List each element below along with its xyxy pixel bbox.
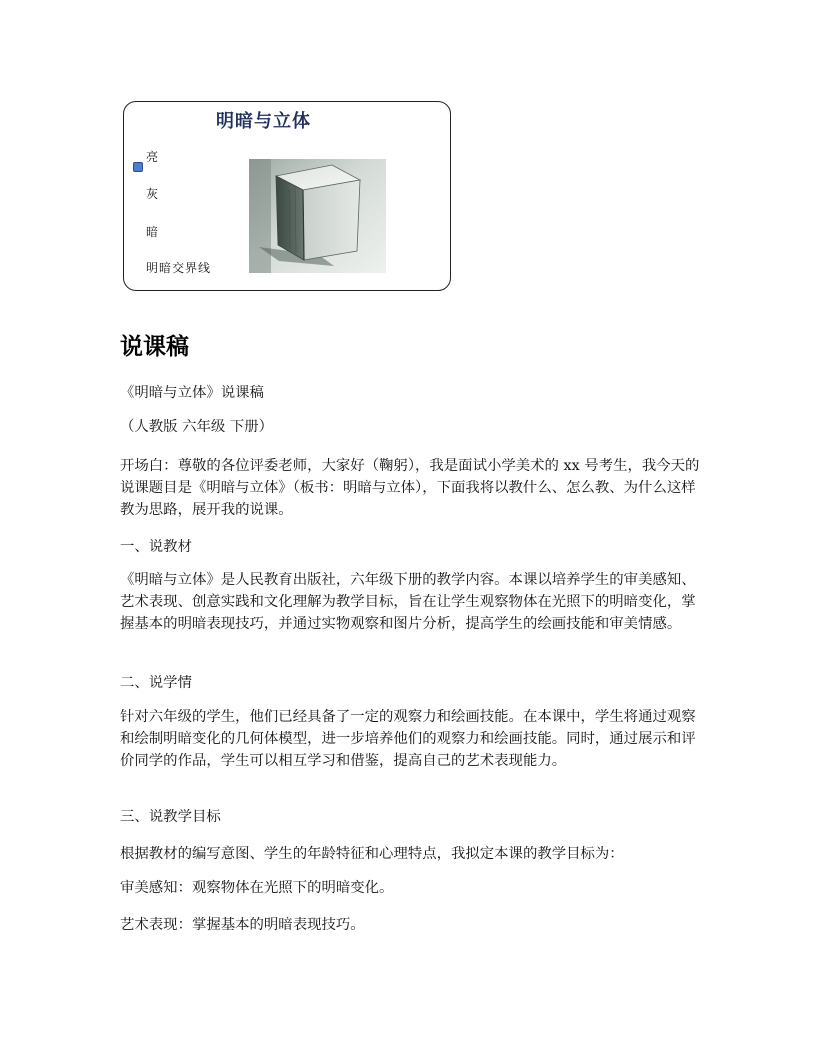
term-light: 亮 — [146, 150, 160, 164]
bullet-marker — [133, 162, 143, 172]
term-dark: 暗 — [146, 225, 160, 239]
heading-objectives: 三、说教学目标 — [120, 809, 221, 825]
heading-textbook: 一、说教材 — [120, 539, 192, 555]
paragraph-learners: 针对六年级的学生，他们已经具备了一定的观察力和绘画技能。在本课中，学生将通过观察和绘制明暗变化的几何体模型，进一步培养他们的观察力和绘画技能。同时，通过展示和评价同学的作品，学生可以相互学习和借鉴，提高自己的艺术表现能力。 — [120, 709, 696, 769]
document-title: 说课稿 — [120, 334, 189, 360]
cube-sketch-svg — [249, 159, 386, 273]
term-gray: 灰 — [146, 187, 160, 201]
paragraph-edition: （人教版 六年级 下册） — [120, 419, 274, 435]
paragraph-opening: 开场白：尊敬的各位评委老师，大家好（鞠躬），我是面试小学美术的 xx 号考生，我今天的说课题目是《明暗与立体》（板书：明暗与立体），下面我将以教什么、怎么教、为什么这样教为思路，展开我的说课。 — [120, 458, 700, 518]
paragraph-objective-expression: 艺术表现：掌握基本的明暗表现技巧。 — [120, 917, 365, 933]
paragraph-lesson-title: 《明暗与立体》说课稿 — [120, 385, 264, 401]
paragraph-objective-aesthetic: 审美感知：观察物体在光照下的明暗变化。 — [120, 880, 394, 896]
paragraph-objectives-intro: 根据教材的编写意图、学生的年龄特征和心理特点，我拟定本课的教学目标为： — [120, 846, 624, 862]
paragraph-textbook: 《明暗与立体》是人民教育出版社，六年级下册的教学内容。本课以培养学生的审美感知、艺术表现、创意实践和文化理解为教学目标，旨在让学生观察物体在光照下的明暗变化，掌握基本的明暗表现技巧，并通过实物观察和图片分析，提高学生的绘画技能和审美情感。 — [120, 572, 696, 632]
heading-learners: 二、说学情 — [120, 675, 192, 691]
shaded-cube-image — [249, 159, 386, 273]
board-title: 明暗与立体 — [216, 111, 311, 132]
blackboard-card — [123, 101, 451, 291]
term-terminator-line: 明暗交界线 — [146, 261, 212, 275]
